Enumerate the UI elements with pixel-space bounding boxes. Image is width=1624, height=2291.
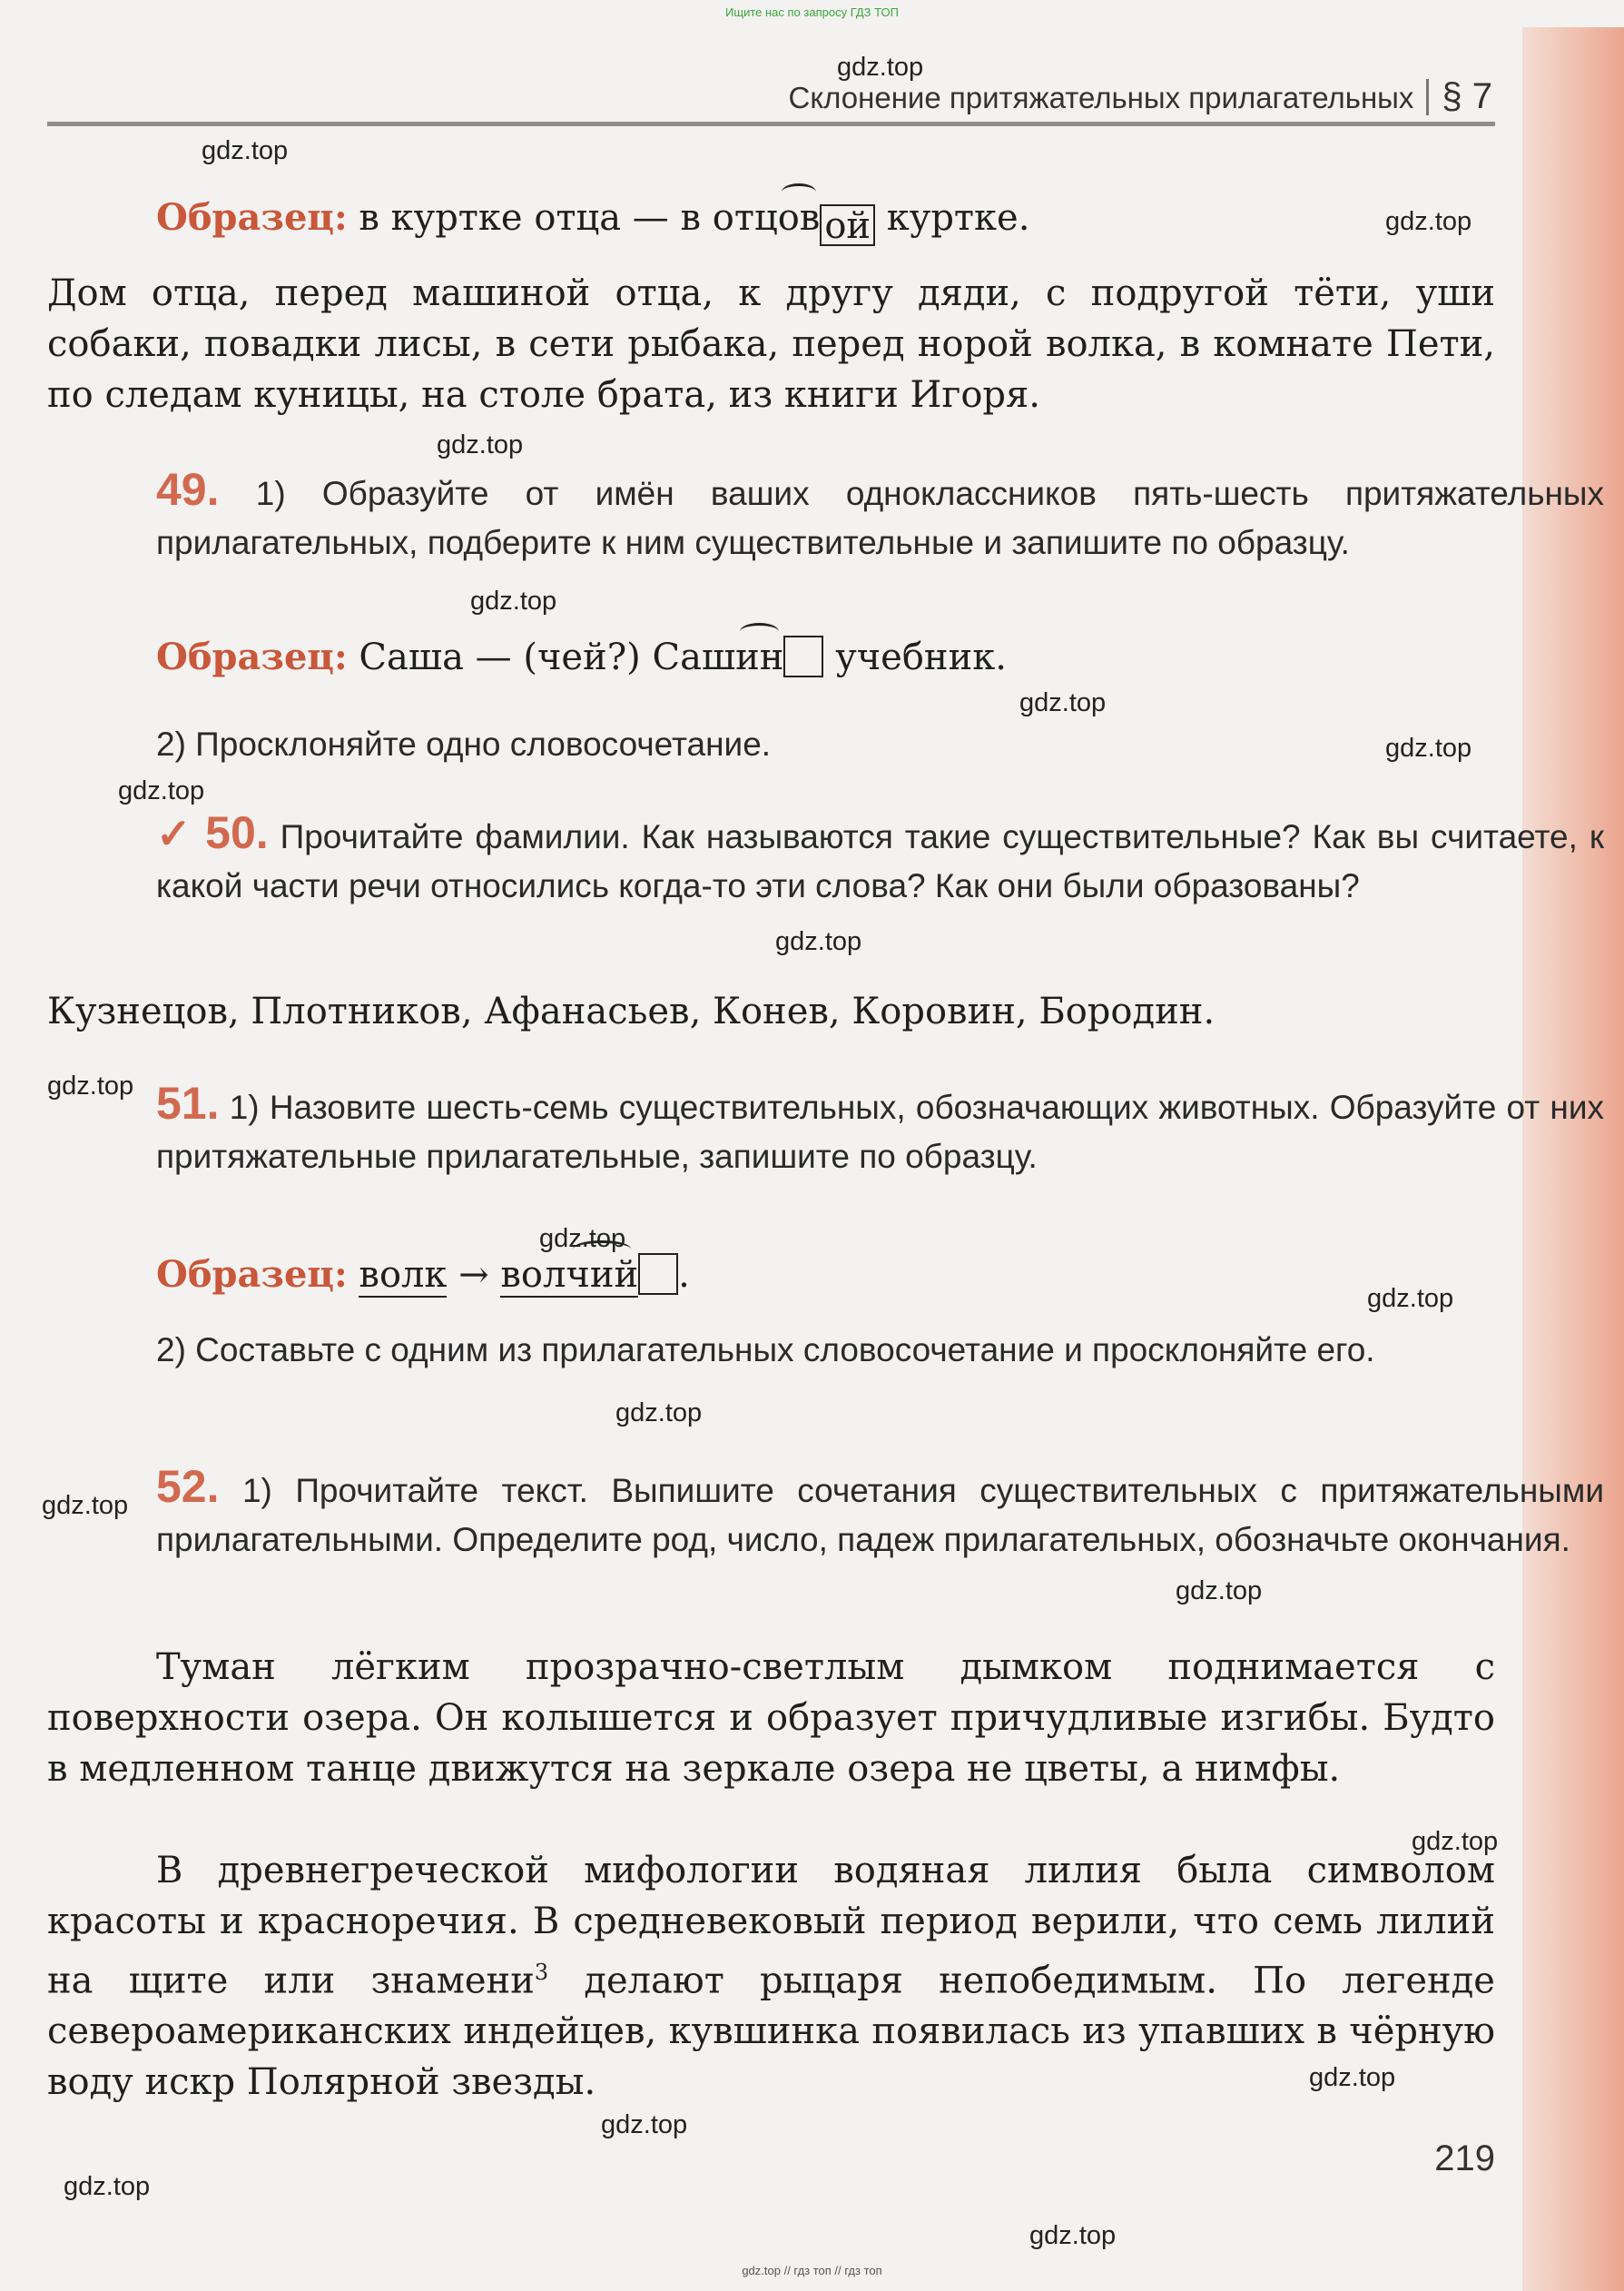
exercise-number: 51.	[156, 1078, 220, 1129]
suffix-arc: ов	[778, 193, 821, 243]
sample-label: Образец:	[156, 1253, 348, 1296]
exercise-number: 50.	[205, 807, 269, 858]
exercise-task: 1) Назовите шесть-семь существительных, обозначающих животных. Образуйте от них притяжательные прилагательные, запишите по образцу.	[156, 1089, 1605, 1175]
exercise-task: Прочитайте фамилии. Как называются такие существительные? Как вы считаете, к какой части речи относились когда-то эти слова? Как они были образованы?	[156, 818, 1605, 904]
paragraph-part-b: делают рыцаря непобедимым. По легенде североамериканских индейцев, кувшинка появилась из упавших в чёрную воду искр Полярной звезды.	[47, 1960, 1495, 2104]
page-number: 219	[1434, 2138, 1495, 2178]
exercise-task: 1) Прочитайте текст. Выпишите сочетания существительных с притяжательными прилагательными. Определите род, число, падеж прилагательных, обозначьте окончания.	[156, 1472, 1604, 1558]
watermark: gdz.top	[615, 1398, 703, 1427]
exercise-51	[47, 1079, 1604, 1181]
watermark: gdz.top	[539, 1224, 626, 1253]
running-head-title: Склонение притяжательных прилагательных	[788, 81, 1414, 114]
watermark: gdz.top	[47, 1071, 134, 1101]
watermark: gdz.top	[1385, 207, 1472, 236]
exercise-49-task-2: 2) Просклоняйте одно словосочетание.	[156, 726, 772, 763]
check-mark-icon: ✓	[156, 810, 194, 857]
exercise-49	[47, 465, 1604, 568]
derived-word	[500, 1254, 638, 1298]
watermark: gdz.top	[601, 2110, 688, 2139]
exercise-number: 52.	[156, 1461, 220, 1512]
text-paragraph-1: Туман лёгким прозрачно-светлым дымком поднимается с поверхности озера. Он колышется и образует причудливые изгибы. Будто в медленном танце движутся на зеркале озера не цветы, а нимфы.	[47, 1646, 1495, 1790]
watermark: gdz.top	[437, 430, 524, 459]
running-head-section: § 7	[1442, 76, 1492, 116]
surnames-line: Кузнецов, Плотников, Афанасьев, Конев, Коровин, Бородин.	[47, 991, 1216, 1032]
watermark: gdz.top	[64, 2172, 151, 2201]
footnote-mark: 3	[534, 1960, 549, 1985]
sample-phrase: Саша — (чей?) Саш	[359, 637, 736, 678]
exercise-50	[47, 808, 1604, 911]
suffix-arc: чий	[566, 1249, 638, 1300]
sample-tail: учебник.	[835, 637, 1007, 678]
ending-box: ой	[820, 204, 875, 246]
watermark: gdz.top	[202, 136, 289, 165]
sample-label: Образец:	[156, 636, 348, 678]
ending-box	[638, 1253, 678, 1295]
sample-1	[47, 193, 1604, 246]
watermark: gdz.top	[1385, 734, 1472, 763]
sample-word: волк	[359, 1254, 448, 1296]
watermark: gdz.top	[42, 1491, 129, 1520]
watermark: gdz.top	[1176, 1576, 1263, 1605]
sample-label: Образец:	[156, 196, 348, 239]
watermark: gdz.top	[1367, 1284, 1454, 1313]
sample-phrase: в куртке отца — в отц	[359, 197, 778, 239]
bottom-banner: gdz.top // гдз топ // гдз топ	[742, 2264, 882, 2277]
exercise-51-task-2: 2) Составьте с одним из прилагательных словосочетание и просклоняйте его.	[156, 1331, 1375, 1368]
text-paragraph-2	[47, 1845, 1495, 2108]
running-head-divider	[1426, 79, 1429, 115]
suffix-arc: ин	[735, 632, 783, 683]
sample-tail: куртке.	[886, 197, 1030, 239]
sample-49	[47, 632, 1604, 683]
watermark: gdz.top	[1019, 688, 1107, 717]
watermark: gdz.top	[1309, 2063, 1396, 2092]
exercise-task: 1) Образуйте от имён ваших одноклассников пять-шесть притяжательных прилагательных, подберите к ним существительные и запишите по образцу.	[156, 475, 1604, 561]
paragraph-part-a: В древнегреческой мифологии водяная лилия была символом красоты и красноречия. В средневековый период верили, что семь лилий на щите или знамени	[47, 1850, 1495, 2002]
watermark: gdz.top	[118, 776, 205, 805]
arrow: →	[458, 1254, 489, 1296]
exercise-52	[47, 1462, 1604, 1565]
watermark: gdz.top	[1029, 2221, 1117, 2250]
watermark: gdz.top	[837, 53, 924, 82]
watermark: gdz.top	[470, 587, 557, 616]
watermark: gdz.top	[1412, 1827, 1499, 1856]
derived-prefix: вол	[500, 1254, 566, 1296]
header-rule	[47, 122, 1495, 126]
sample-tail: .	[678, 1254, 690, 1296]
top-banner: Ищите нас по запросу ГДЗ ТОП	[725, 5, 899, 19]
exercise-text-1: Дом отца, перед машиной отца, к другу дяди, с подругой тёти, уши собаки, повадки лисы, в сети рыбака, перед норой волка, в комнате Пети, по следам куницы, на столе брата, из книги Игоря.	[47, 272, 1495, 416]
watermark: gdz.top	[775, 927, 862, 956]
exercise-number: 49.	[156, 464, 220, 515]
ending-box	[783, 636, 823, 677]
